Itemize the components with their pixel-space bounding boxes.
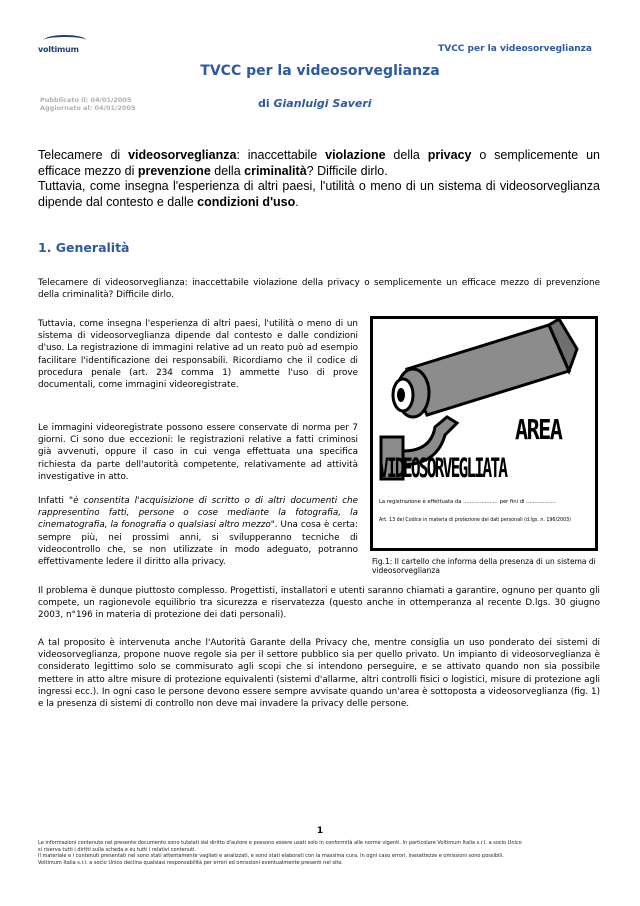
paragraph-6: A tal proposito è intervenuta anche l'Autorità Garante della Privacy che, mentre consiglia un uso ponderato dei sistemi di videosorveglianza, propone nuove regole sia per il settore pubblico sia per quello privato. Un impianto di videosorveglianza è considerato legittimo solo se commisurato agli scopi che si intendono perseguire, e se attivato quando non sia possibile mettere in atto altre misure di protezione equivalenti (sistemi d'allarme, altri controlli fisici o logistici, misure di protezione agli ingressi ecc.). In ogni caso le persone devono essere sempre avvisate quando un'area è sottoposta a videosorveglianza (fig. 1) e la presenza di sistemi di controllo non deve mai invadere la privacy delle persone. xyxy=(38,638,600,710)
intro-bold: violazione xyxy=(325,148,386,162)
intro-text: Telecamere di xyxy=(38,148,129,162)
paragraph-5: Il problema è dunque piuttosto complesso. Progettisti, installatori e utenti saranno chiamati a garantire, ognuno per quanto gli compete, un ragionevole equilibrio tra sicurezza e riservatezza (questo anche in ottemperanza al recente D.lgs. 30 giugno 2003, n°196 in materia di protezione dei dati personali). xyxy=(38,586,600,621)
publication-dates xyxy=(40,96,136,112)
header-title-right: TVCC per la videosorveglianza xyxy=(438,44,592,54)
intro-text: Tuttavia, come insegna l'esperienza di altri paesi, l'utilità o meno di un sistema di videosorveglianza dipende dal contesto e dalle xyxy=(38,179,600,209)
intro-bold: privacy xyxy=(427,148,472,162)
page-number: 1 xyxy=(316,826,324,836)
sign-videosorvegliata-text: VIDEOSORVEGLIATA xyxy=(379,453,507,484)
intro-text: della xyxy=(210,163,245,178)
intro-bold: prevenzione xyxy=(137,163,211,178)
intro-text: . xyxy=(295,194,299,209)
logo-swoosh xyxy=(44,35,86,45)
footer-line: Le informazioni contenute nel presente documento sono tutelati dal diritto d'autore e possono essere usati solo in conformità alle norme vigenti. In particolare Voltimum Italia s.r.l. a socio Unico xyxy=(38,840,522,846)
figure-caption: Fig.1: Il cartello che informa della presenza di un sistema di videosorveglianza xyxy=(372,557,596,575)
published-date: Pubblicato il: 04/01/2005 xyxy=(40,96,132,104)
author-prefix: di xyxy=(258,97,270,110)
surveillance-sign-figure xyxy=(370,316,598,551)
footer-disclaimer xyxy=(38,840,600,866)
paragraph-4-text: ". Una cosa è certa: sempre più, nei prossimi anni, si svilupperanno tecniche di videocontrollo che, se non utilizzate in modo adeguato, potranno effettivamente ledere il diritto alla privacy. xyxy=(38,520,358,568)
intro-bold: videosorveglianza xyxy=(128,148,237,162)
paragraph-4 xyxy=(38,495,358,568)
footer-line: Voltimum Italia s.r.l. a socio Unico declina qualsiasi responsabilità per errori ed omissioni eventualmente presenti nel sito. xyxy=(38,859,343,866)
logo-text: voltimum xyxy=(38,45,79,54)
intro-text: o semplicemente un efficace mezzo di xyxy=(38,148,600,178)
voltimum-logo xyxy=(38,38,86,54)
paragraph-4-text: Infatti " xyxy=(38,496,74,506)
intro-bold: criminalità xyxy=(244,163,307,178)
sign-small-text-2: Art. 13 del Codice in materia di protezione dei dati personali (d.lgs. n. 196/2003) xyxy=(379,517,572,523)
updated-date: Aggiornato al: 04/01/2005 xyxy=(40,104,136,112)
section-heading: 1. Generalità xyxy=(38,240,130,255)
intro-paragraph xyxy=(38,148,600,210)
paragraph-4-quote: è consentita l'acquisizione di scritto o di altri documenti che rappresentino fatti, persone o cose mediante la fotografia, la cinematografia, la fonografia o qualsiasi altro mezzo xyxy=(38,496,358,531)
paragraph-1: Telecamere di videosorveglianza: inaccettabile violazione della privacy o semplicemente un efficace mezzo di prevenzione della criminalità? Difficile dirlo. xyxy=(38,278,600,301)
intro-text: : inaccettabile xyxy=(236,148,326,162)
paragraph-3: Le immagini videoregistrate possono essere conservate di norma per 7 giorni. Ci sono due eccezioni: le registrazioni relative a fatti criminosi già avvenuti, oppure il caso in cui venga effettuata una specifica richiesta da parte dell'autorità competente, relativamente ad attività investigative in atto. xyxy=(38,423,358,482)
sign-small-text-1: La registrazione è effettuata da ..................... per fini di .................. xyxy=(379,499,557,505)
intro-text: ? Difficile dirlo. xyxy=(306,163,388,178)
intro-text: della xyxy=(385,148,428,162)
author-name: Gianluigi Saveri xyxy=(273,97,372,110)
footer-line: si riserva tutti i diritti sulla scheda e su tutti i relativi contenuti. xyxy=(38,846,197,853)
page-title: TVCC per la videosorveglianza xyxy=(200,63,440,79)
intro-bold: condizioni d'uso xyxy=(197,194,296,209)
sign-area-text: AREA xyxy=(515,413,562,446)
cctv-camera-icon xyxy=(373,319,595,548)
paragraph-2: Tuttavia, come insegna l'esperienza di altri paesi, l'utilità o meno di un sistema di videosorveglianza dipende dal contesto e dalle condizioni d'uso. La registrazione di immagini relative ad un reato può ad esempio facilitare l'identificazione dei responsabili. Ricordiamo che il codice di procedura penale (art. 234 comma 1) ammette l'uso di prove documentali, come immagini videoregistrate. xyxy=(38,319,358,391)
footer-line: Il materiale e i contenuti presentati nel sono stati attentamente vagliati e analizzati, e sono stati elaborati con la massima cura. In ogni caso errori, inesattezze e omissioni sono possibili. xyxy=(38,853,504,859)
author-line xyxy=(258,97,372,110)
